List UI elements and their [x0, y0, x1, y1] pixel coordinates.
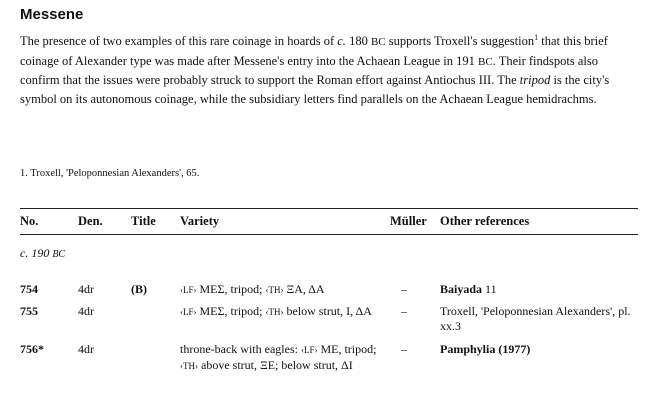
left-field-tag: ‹LF›	[300, 345, 318, 355]
row-other-references	[440, 282, 640, 297]
footnote: 1. Troxell, 'Peloponnesian Alexanders', 65.	[20, 168, 200, 179]
reference-bold: Baiyada	[440, 282, 483, 296]
variety-text: below strut, Ι, ΔΑ	[283, 304, 372, 318]
reference-text: Troxell, 'Peloponnesian Alexanders', pl. xx.3	[440, 304, 631, 333]
row-number: 754	[20, 282, 38, 296]
header-other-references: Other references	[440, 214, 530, 228]
header-title: Title	[131, 214, 156, 228]
intro-paragraph	[20, 32, 638, 108]
table-header-rule	[20, 234, 638, 235]
intro-text: . Their findspots also confirm that the issues were probably struck to support the Roman effort against Antiochus III. The	[20, 53, 598, 87]
throne-tag: ‹TH›	[265, 285, 284, 295]
header-den: Den.	[78, 214, 103, 228]
variety-text: ΜΕΣ, tripod;	[196, 304, 266, 318]
period-year: 190	[28, 246, 53, 260]
intro-text: The presence of two examples of this rare coinage in hoards of	[20, 34, 338, 48]
header-variety: Variety	[180, 214, 220, 228]
period-bc: BC	[52, 249, 66, 260]
intro-tripod: tripod	[519, 73, 551, 87]
intro-text: 180	[345, 34, 371, 48]
variety-text: ΜΕ, tripod;	[317, 342, 377, 356]
table-top-rule	[20, 208, 638, 209]
row-muller: –	[401, 342, 407, 356]
throne-tag: ‹TH›	[180, 360, 198, 371]
header-no: No.	[20, 214, 39, 228]
row-muller: –	[401, 304, 407, 318]
intro-text: that this brief coinage of Alexander type was made after Messene's entry into the Achaean League in 191	[20, 34, 608, 68]
row-variety	[180, 304, 390, 320]
intro-circa: c.	[337, 34, 346, 48]
intro-text: is the city's symbol on its autonomous coinage, while the subsidiary letters find parallels on the Achaean League hemidrachms.	[20, 73, 610, 106]
reference-bold: Pamphylia (1977)	[440, 342, 531, 356]
intro-bc: BC	[477, 55, 493, 68]
row-denomination: 4dr	[78, 342, 94, 356]
footnote-reference[interactable]: 1	[534, 32, 539, 42]
row-muller: –	[401, 282, 407, 296]
row-denomination: 4dr	[78, 304, 94, 318]
row-number: 755	[20, 304, 38, 318]
variety-text: throne-back with eagles:	[180, 342, 301, 356]
row-other-references	[440, 342, 640, 357]
intro-bc: BC	[370, 36, 386, 48]
variety-text: above strut, ΞΕ; below strut, ΔΙ	[198, 357, 353, 372]
row-number: 756*	[20, 342, 44, 356]
section-heading: Messene	[20, 6, 84, 23]
throne-tag: ‹TH›	[265, 307, 284, 317]
period-circa: c.	[20, 246, 29, 260]
left-field-tag: ‹LF›	[180, 307, 197, 317]
left-field-tag: ‹LF›	[180, 285, 197, 295]
header-muller: Müller	[390, 214, 427, 228]
row-variety	[180, 282, 390, 298]
variety-text: ΞΑ, ΔΑ	[283, 282, 325, 296]
row-variety	[180, 342, 390, 373]
period-label	[20, 246, 65, 261]
intro-text: supports Troxell's suggestion	[385, 34, 535, 48]
row-denomination: 4dr	[78, 282, 94, 296]
row-other-references	[440, 304, 640, 333]
variety-text: ΜΕΣ, tripod;	[196, 282, 266, 296]
row-title: (B)	[131, 282, 147, 296]
reference-text: 11	[482, 282, 497, 296]
